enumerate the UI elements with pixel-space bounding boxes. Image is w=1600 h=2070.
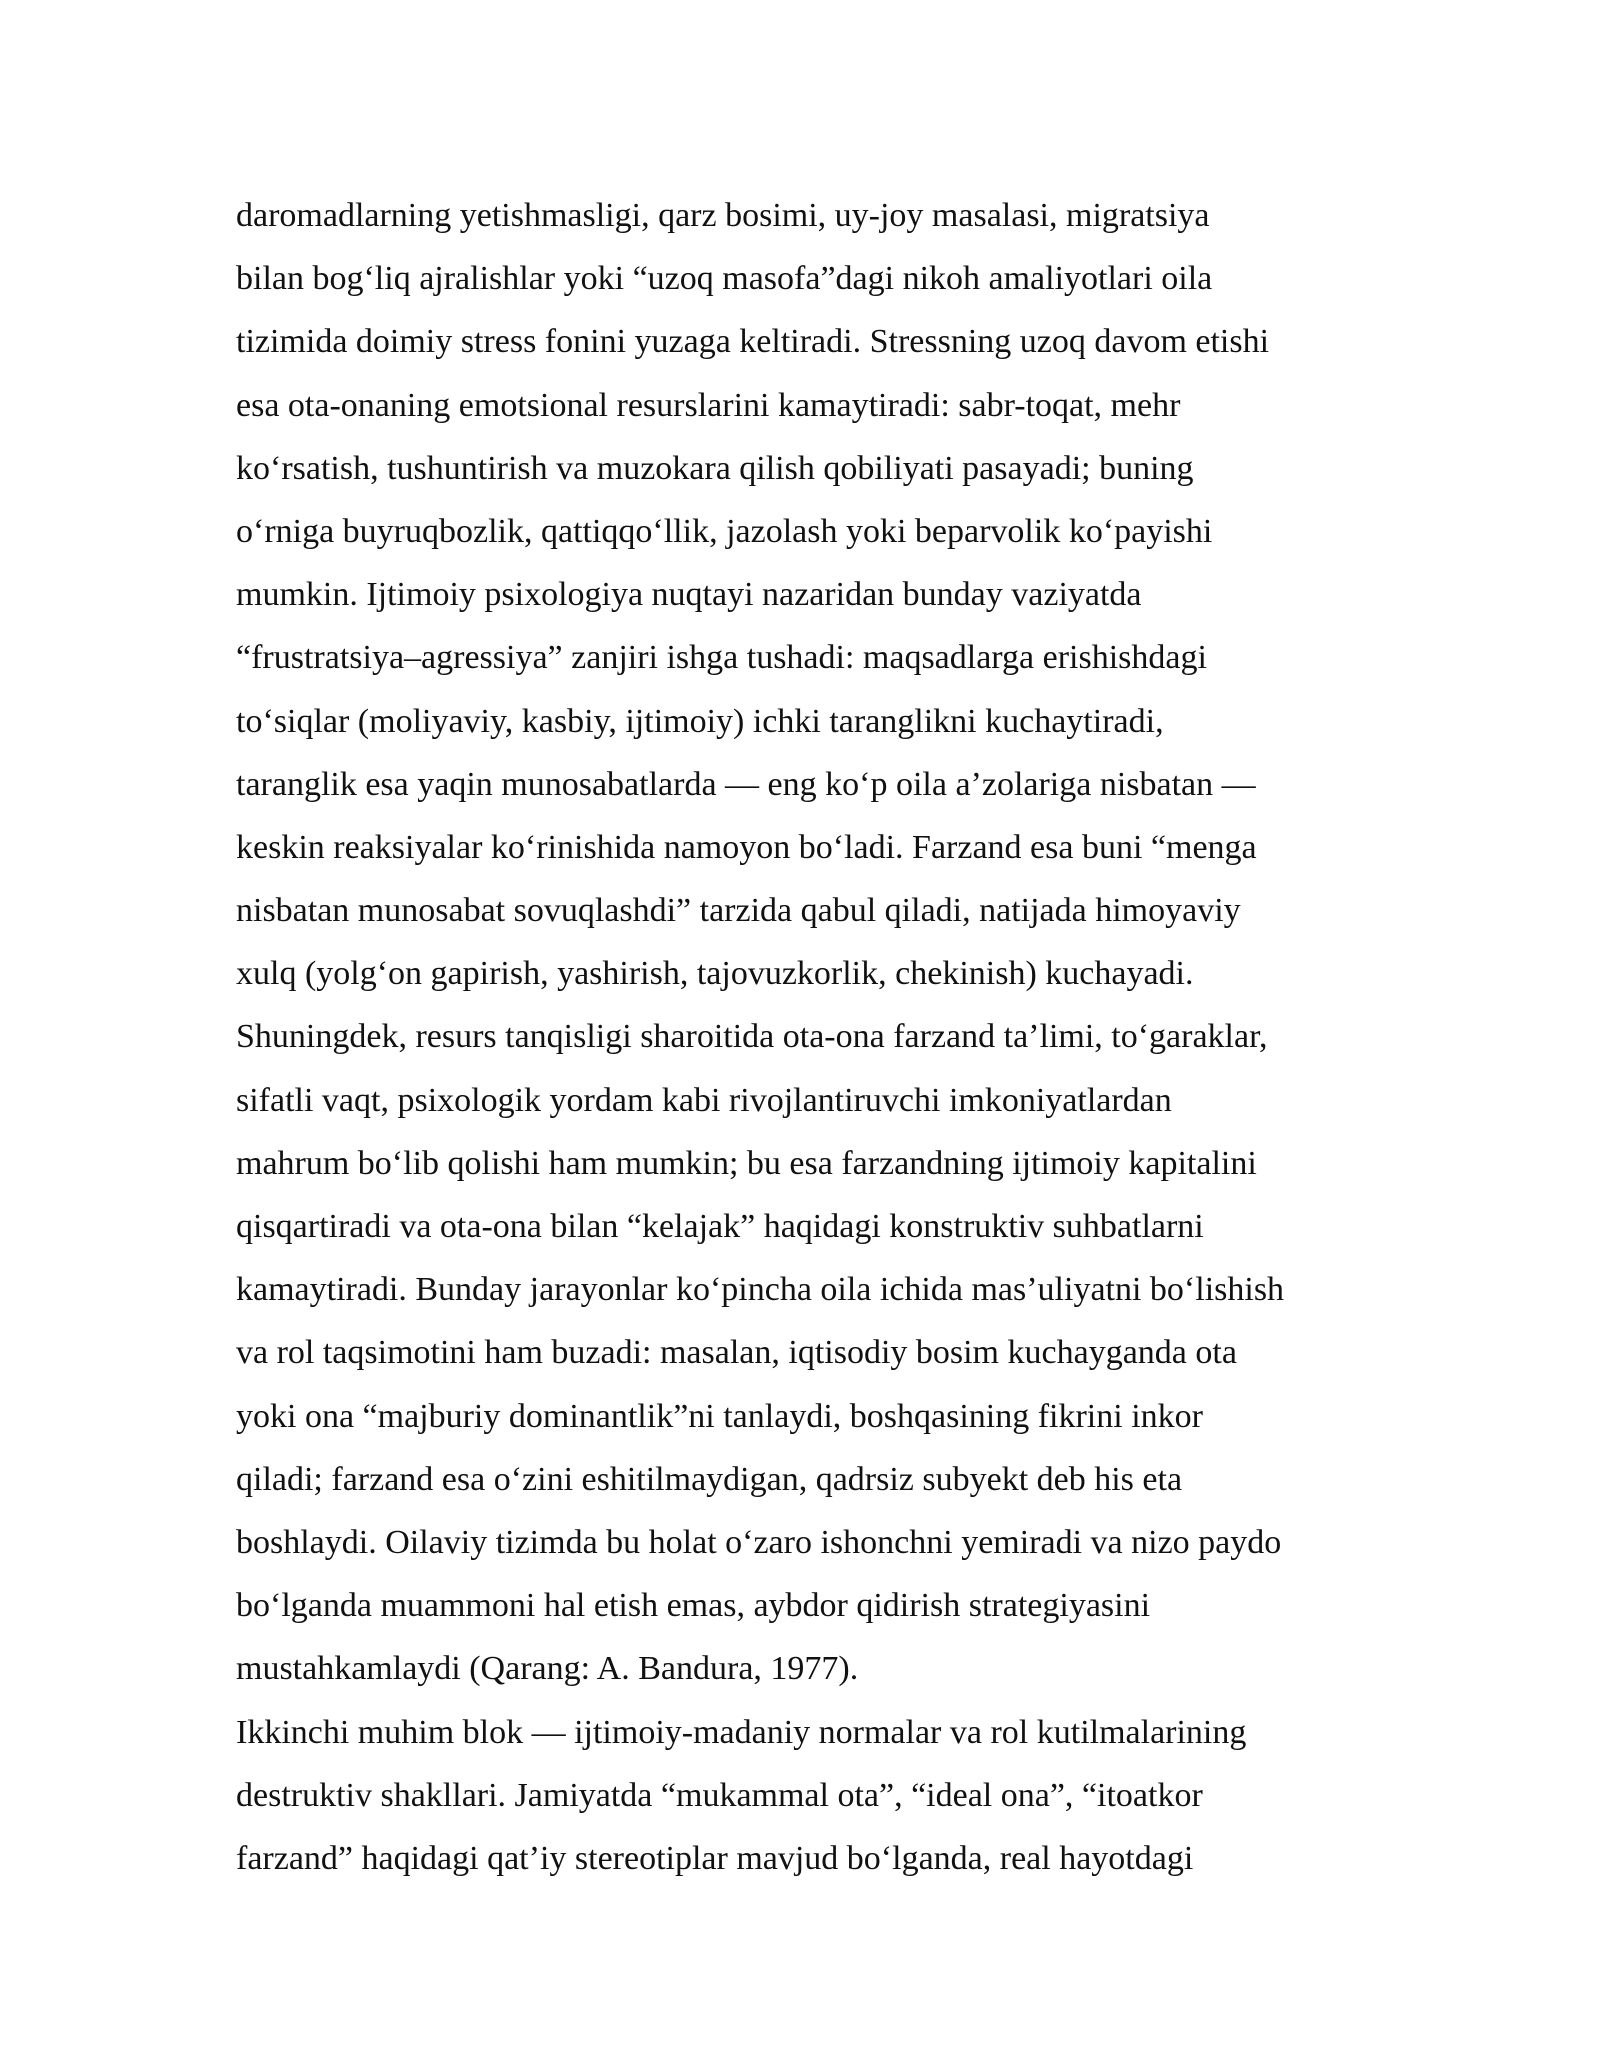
text-line: keskin reaksiyalar ko‘rinishida namoyon bo‘ladi. Farzand esa buni “menga: [236, 828, 1257, 866]
text-line: boshlaydi. Oilaviy tizimda bu holat o‘zaro ishonchni yemiradi va nizo paydo: [236, 1523, 1282, 1561]
text-line: tizimida doimiy stress fonini yuzaga keltiradi. Stressning uzoq davom etishi: [236, 323, 1270, 361]
text-line: esa ota-onaning emotsional resurslarini kamaytiradi: sabr-toqat, mehr: [236, 386, 1181, 424]
text-line: destruktiv shakllari. Jamiyatda “mukammal ota”, “ideal ona”, “itoatkor: [236, 1776, 1203, 1814]
text-line: mumkin. Ijtimoiy psixologiya nuqtayi nazaridan bunday vaziyatda: [236, 576, 1142, 614]
text-line: xulq (yolg‘on gapirish, yashirish, tajovuzkorlik, chekinish) kuchayadi.: [236, 955, 1194, 993]
text-line: Shuningdek, resurs tanqisligi sharoitida ota-ona farzand ta’limi, to‘garaklar,: [236, 1018, 1268, 1056]
text-line: taranglik esa yaqin munosabatlarda — eng ko‘p oila a’zolariga nisbatan —: [236, 765, 1256, 803]
text-line: mustahkamlaydi (Qarang: A. Bandura, 1977).: [236, 1650, 859, 1688]
text-line: to‘siqlar (moliyaviy, kasbiy, ijtimoiy) ichki taranglikni kuchaytiradi,: [236, 702, 1164, 740]
text-line: sifatli vaqt, psixologik yordam kabi rivojlantiruvchi imkoniyatlardan: [236, 1081, 1172, 1119]
text-line: “frustratsiya–agressiya” zanjiri ishga tushadi: maqsadlarga erishishdagi: [236, 639, 1207, 677]
text-line: yoki ona “majburiy dominantlik”ni tanlaydi, boshqasining fikrini inkor: [236, 1397, 1203, 1435]
text-line: bilan bog‘liq ajralishlar yoki “uzoq masofa”dagi nikoh amaliyotlari oila: [236, 260, 1213, 298]
text-line: qiladi; farzand esa o‘zini eshitilmaydigan, qadrsiz subyekt deb his eta: [236, 1460, 1183, 1498]
text-line: kamaytiradi. Bunday jarayonlar ko‘pincha oila ichida mas’uliyatni bo‘lishish: [236, 1271, 1285, 1309]
paragraph-start-line: Ikkinchi muhim blok — ijtimoiy-madaniy normalar va rol kutilmalarining: [236, 1713, 1247, 1751]
text-line: bo‘lganda muammoni hal etish emas, aybdor qidirish strategiyasini: [236, 1587, 1151, 1625]
body-text: [236, 184, 1436, 1890]
text-line: nisbatan munosabat sovuqlashdi” tarzida qabul qiladi, natijada himoyaviy: [236, 892, 1241, 930]
text-line: daromadlarning yetishmasligi, qarz bosimi, uy-joy masalasi, migratsiya: [236, 197, 1210, 234]
text-line: qisqartiradi va ota-ona bilan “kelajak” haqidagi konstruktiv suhbatlarni: [236, 1208, 1204, 1245]
text-line: farzand” haqidagi qat’iy stereotiplar mavjud bo‘lganda, real hayotdagi: [236, 1839, 1194, 1877]
text-line: ko‘rsatish, tushuntirish va muzokara qilish qobiliyati pasayadi; buning: [236, 449, 1194, 487]
text-line: mahrum bo‘lib qolishi ham mumkin; bu esa farzandning ijtimoiy kapitalini: [236, 1144, 1257, 1182]
text-line: o‘rniga buyruqbozlik, qattiqqo‘llik, jazolash yoki beparvolik ko‘payishi: [236, 512, 1213, 550]
text-line: va rol taqsimotini ham buzadi: masalan, iqtisodiy bosim kuchayganda ota: [236, 1334, 1237, 1372]
